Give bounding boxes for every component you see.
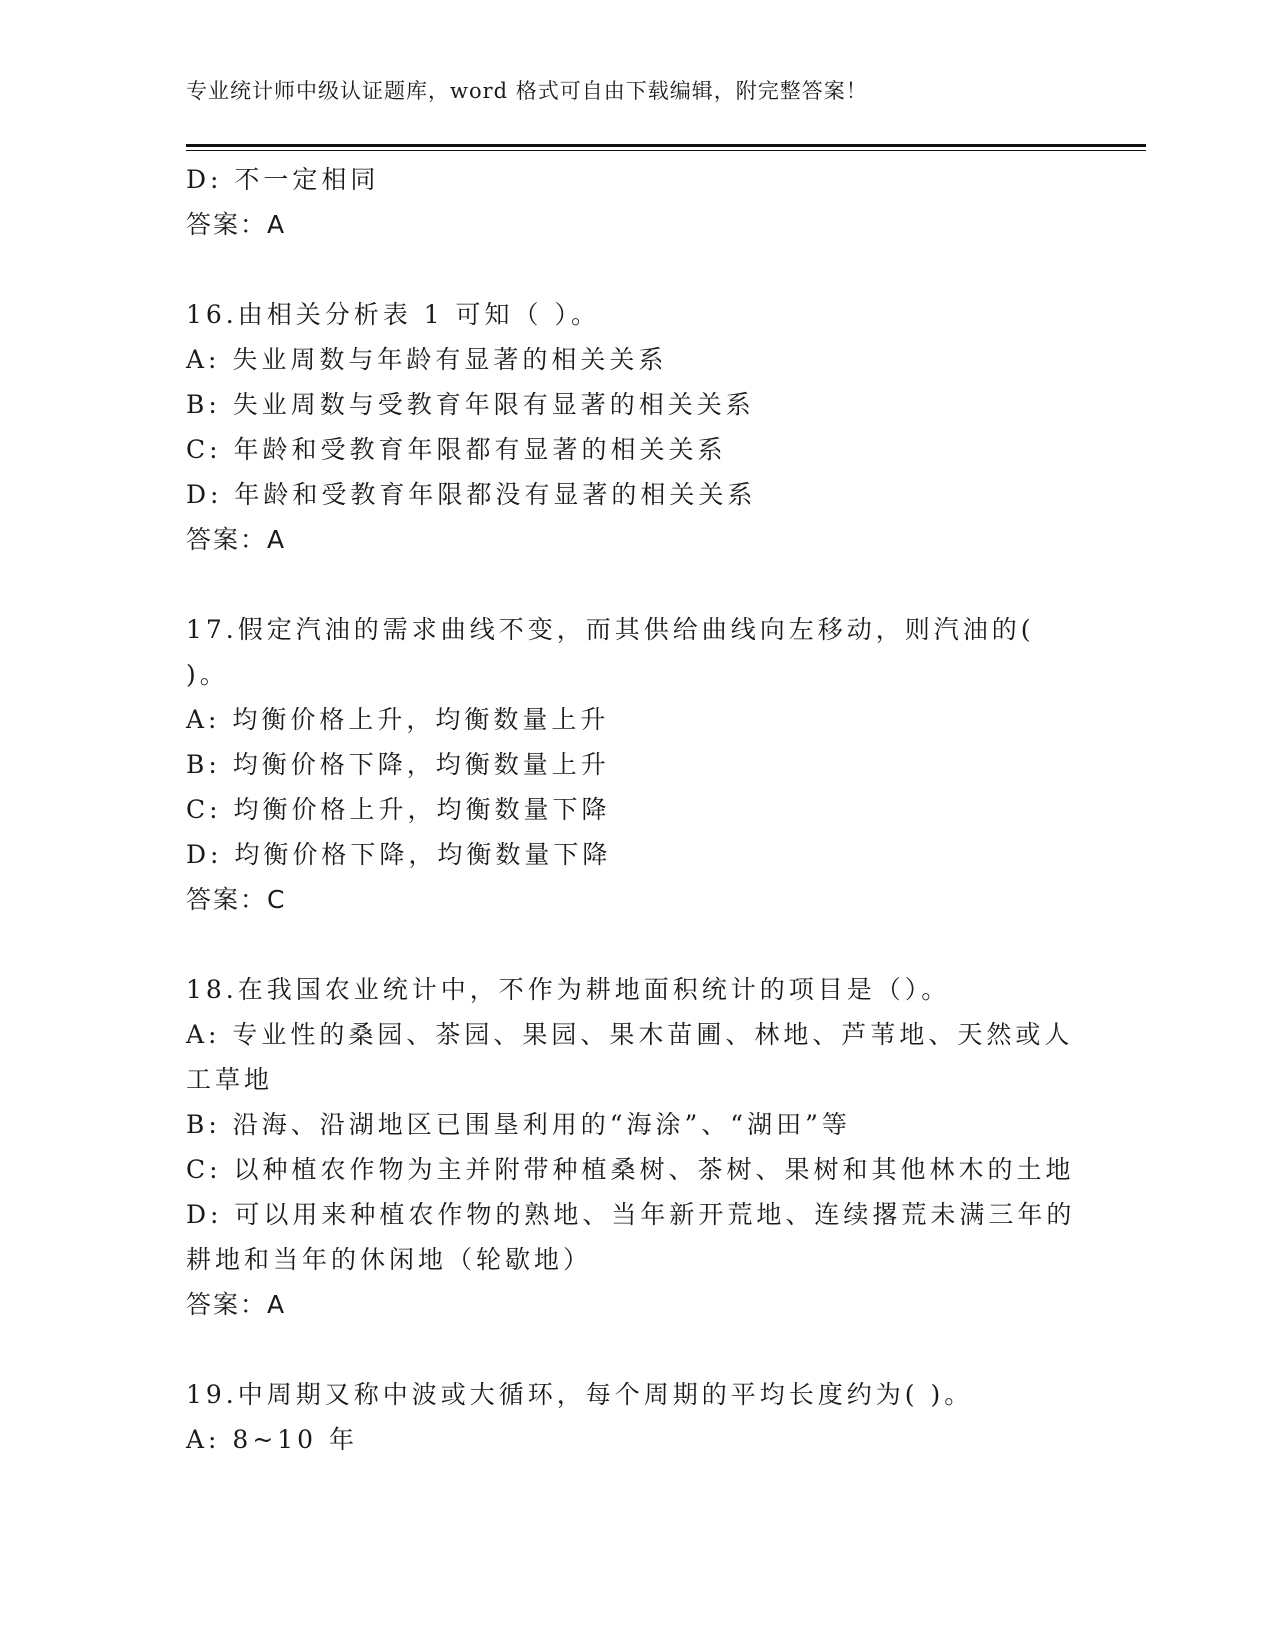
question-19 [186,1372,1086,1462]
option-b: B: 沿海、沿湖地区已围垦利用的“海涂”、“湖田”等 [186,1110,851,1139]
question-stem: 18.在我国农业统计中，不作为耕地面积统计的项目是（）。 [186,975,951,1004]
header-rule-thick [186,144,1146,147]
question-18 [186,967,1086,1327]
question-content [186,157,1086,1462]
option-a-continued: 工草地 [186,1065,274,1094]
option-b: B: 失业周数与受教育年限有显著的相关关系 [186,390,755,419]
page-header: 专业统计师中级认证题库，word 格式可自由下载编辑，附完整答案！ [186,79,868,103]
question-stem: 17.假定汽油的需求曲线不变，而其供给曲线向左移动，则汽油的( [186,615,1035,644]
option-c: C: 年龄和受教育年限都有显著的相关关系 [186,435,727,464]
option-b: B: 均衡价格下降，均衡数量上升 [186,750,610,779]
question-stem: 16.由相关分析表 1 可知（ ）。 [186,300,601,329]
option-a: A: 专业性的桑园、茶园、果园、果木苗圃、林地、芦苇地、天然或人 [186,1020,1074,1049]
option-d: D: 均衡价格下降，均衡数量下降 [186,840,612,869]
option-d-previous: D: 不一定相同 [186,165,380,194]
option-c: C: 以种植农作物为主并附带种植桑树、茶树、果树和其他林木的土地 [186,1155,1075,1184]
header-rule-thin [186,150,1146,151]
option-a: A: 8~10 年 [186,1425,359,1454]
question-stem: 19.中周期又称中波或大循环，每个周期的平均长度约为( )。 [186,1380,974,1409]
spacer [186,1327,1086,1372]
spacer [186,247,1086,292]
option-a: A: 均衡价格上升，均衡数量上升 [186,705,610,734]
question-stem-continued: )。 [186,660,229,689]
question-17 [186,607,1086,922]
answer: 答案：C [186,885,287,914]
answer-previous: 答案：A [186,210,287,239]
answer: 答案：A [186,525,287,554]
option-d: D: 年龄和受教育年限都没有显著的相关关系 [186,480,757,509]
spacer [186,562,1086,607]
option-d: D: 可以用来种植农作物的熟地、当年新开荒地、连续撂荒未满三年的 [186,1200,1076,1229]
option-a: A: 失业周数与年龄有显著的相关关系 [186,345,668,374]
option-d-continued: 耕地和当年的休闲地（轮歇地） [186,1245,593,1274]
question-16 [186,292,1086,562]
answer: 答案：A [186,1290,287,1319]
spacer [186,922,1086,967]
option-c: C: 均衡价格上升，均衡数量下降 [186,795,611,824]
